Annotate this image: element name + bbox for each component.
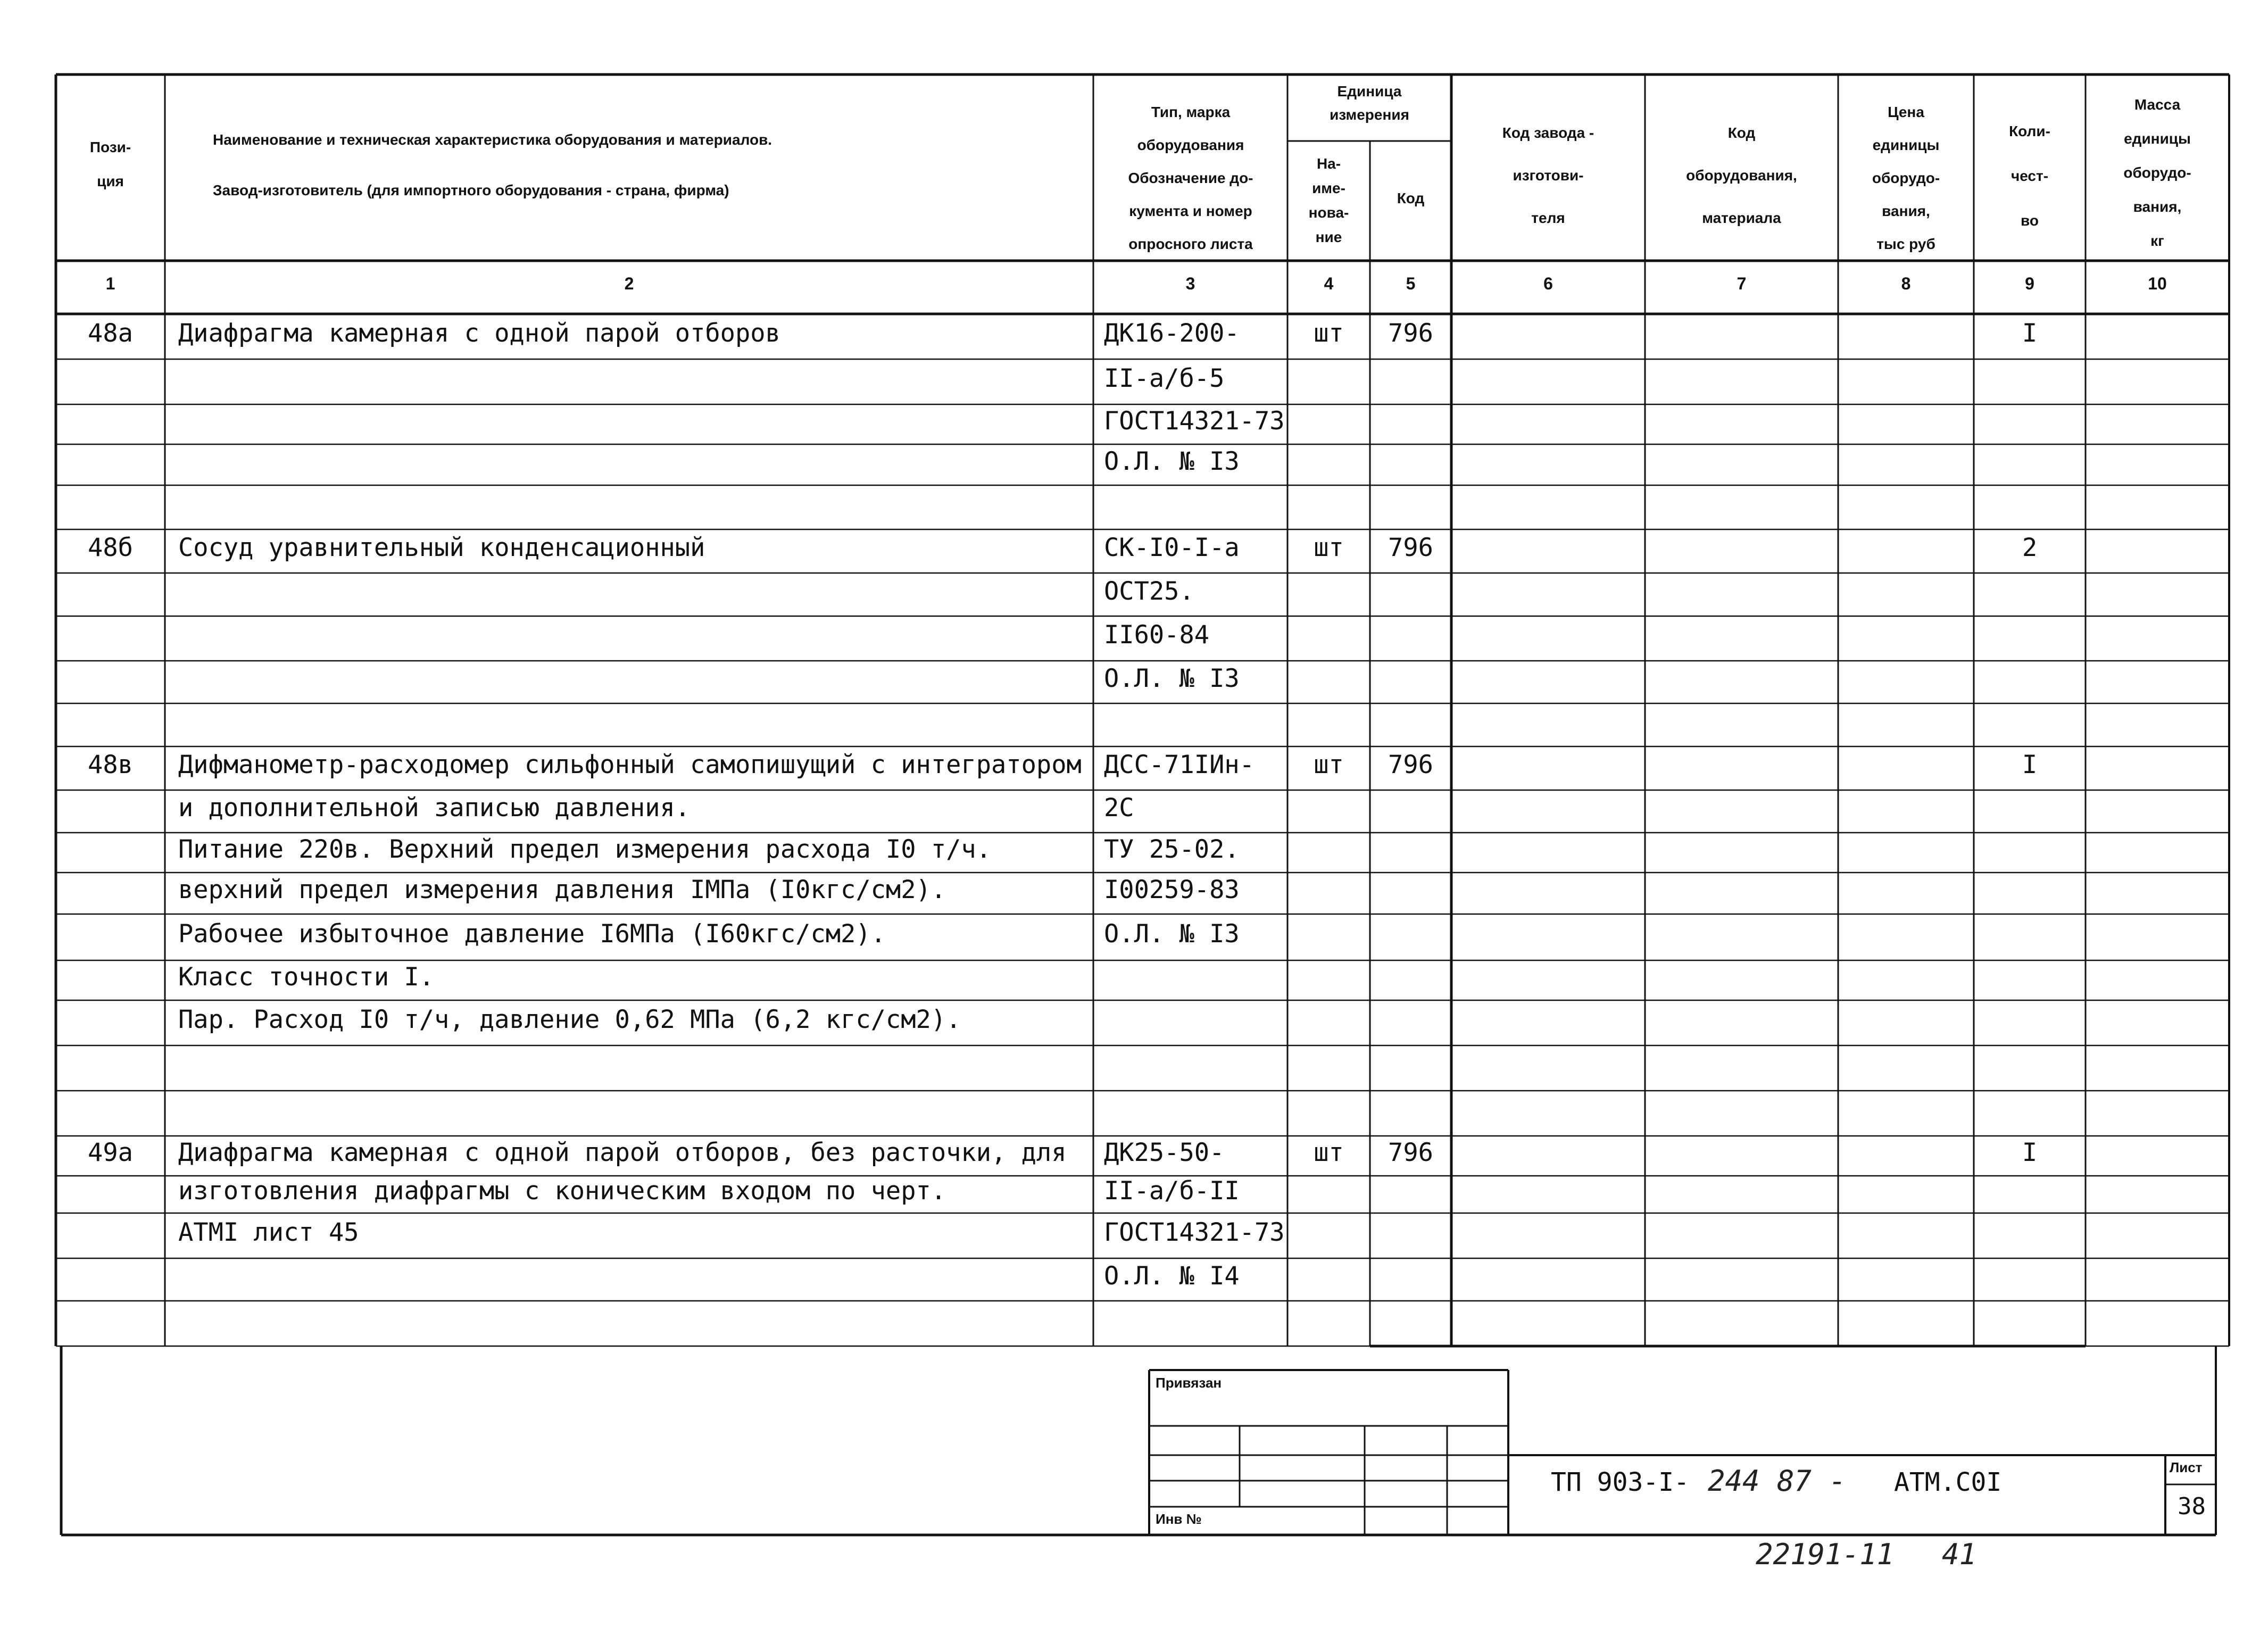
header-mass: единицы — [2124, 130, 2191, 147]
header-equipment-code: Код — [1727, 124, 1756, 141]
header-price: единицы — [1872, 137, 1940, 153]
header-price: оборудо- — [1872, 170, 1940, 186]
column-number: 1 — [105, 274, 115, 293]
stamp-privyazan: Привязан — [1156, 1375, 1222, 1391]
cell-name: Класс точности I. — [178, 962, 435, 992]
column-number: 7 — [1737, 274, 1747, 293]
cell-position: 49а — [88, 1138, 133, 1167]
column-number: 4 — [1324, 274, 1334, 293]
header-factory-code: изготови- — [1513, 167, 1584, 184]
archive-number: 22191-11 — [1756, 1538, 1895, 1571]
doc-prefix: ТП 903-I- — [1551, 1467, 1690, 1497]
cell-name: Рабочее избыточное давление I6МПа (I60кгс/см2). — [178, 919, 886, 949]
header-price: вания, — [1882, 203, 1930, 219]
header-type: Тип, марка — [1151, 104, 1231, 120]
header-quantity: чест- — [2011, 168, 2049, 184]
cell-type: I00259-83 — [1104, 875, 1240, 904]
cell-unit: шт — [1314, 1138, 1344, 1167]
cell-quantity: I — [2022, 318, 2038, 348]
header-unit: Единица — [1337, 83, 1402, 99]
cell-name: верхний предел измерения давления IМПа (I0кгс/см2). — [178, 875, 946, 904]
cell-type: ДСС-71IИн- — [1104, 750, 1255, 779]
header-unit-code: Код — [1397, 190, 1425, 206]
column-number: 3 — [1185, 274, 1195, 293]
header-position: Пози- — [89, 139, 131, 155]
header-quantity: Коли- — [2009, 123, 2050, 139]
cell-position: 48б — [88, 533, 133, 562]
header-type: оборудования — [1137, 137, 1244, 153]
header-equipment-code: материала — [1702, 210, 1781, 226]
page-number-handwritten: 41 — [1942, 1538, 1977, 1571]
cell-type: II60-84 — [1104, 620, 1210, 650]
cell-type: ГОСТ14321-73 — [1104, 406, 1285, 436]
stamp-inv: Инв № — [1156, 1511, 1202, 1527]
header-equipment-code: оборудования, — [1686, 167, 1797, 184]
cell-name: Диафрагма камерная с одной парой отборов — [178, 318, 780, 348]
header-mass: Масса — [2134, 96, 2181, 113]
header-unit-name: име- — [1312, 180, 1345, 196]
header-position: ция — [97, 173, 124, 189]
cell-name: АТМI лист 45 — [178, 1217, 359, 1247]
cell-name: Питание 220в. Верхний предел измерения расхода I0 т/ч. — [178, 834, 992, 864]
header-unit-name: На- — [1316, 155, 1341, 172]
header-mass: вания, — [2133, 198, 2182, 215]
header-mass: кг — [2150, 233, 2164, 249]
cell-type: ОСТ25. — [1104, 576, 1194, 606]
header-price: Цена — [1888, 104, 1924, 120]
cell-type: О.Л. № I3 — [1104, 664, 1240, 693]
header-type: опросного листа — [1128, 236, 1253, 252]
header-quantity: во — [2021, 212, 2039, 229]
cell-type: О.Л. № I4 — [1104, 1261, 1240, 1291]
cell-type: ДК25-50- — [1104, 1138, 1225, 1167]
sheet-number: 38 — [2178, 1493, 2206, 1520]
cell-name: Диафрагма камерная с одной парой отборов, без расточки, для — [178, 1138, 1067, 1167]
cell-type: 2С — [1104, 793, 1134, 823]
header-unit-name: ние — [1315, 229, 1342, 245]
cell-unit-code: 796 — [1388, 533, 1433, 562]
cell-position: 48а — [88, 318, 133, 348]
cell-name: Сосуд уравнительный конденсационный — [178, 533, 705, 562]
doc-code: АТМ.С0I — [1894, 1467, 2002, 1497]
header-type: Обозначение до- — [1128, 170, 1253, 186]
column-number: 10 — [2148, 274, 2167, 293]
cell-type: СК-I0-I-а — [1104, 533, 1240, 562]
sheet-label: Лист — [2170, 1459, 2203, 1475]
header-name: Наименование и техническая характеристика оборудования и материалов. — [213, 131, 772, 148]
cell-unit: шт — [1314, 533, 1344, 562]
header-unit: измерения — [1330, 106, 1409, 123]
header-unit-name: нова- — [1308, 204, 1349, 221]
cell-type: ДК16-200- — [1104, 318, 1240, 348]
cell-name: Пар. Расход I0 т/ч, давление 0,62 МПа (6,2 кгс/см2). — [178, 1005, 961, 1034]
cell-unit: шт — [1314, 750, 1344, 779]
column-number: 8 — [1901, 274, 1911, 293]
header-mass: оборудо- — [2123, 164, 2191, 181]
cell-unit-code: 796 — [1388, 750, 1433, 779]
cell-name: Дифманометр-расходомер сильфонный самопишущий с интегратором — [178, 750, 1082, 779]
header-price: тыс руб — [1876, 236, 1935, 252]
header-type: кумента и номер — [1129, 203, 1252, 219]
header-factory-code: Код завода - — [1502, 124, 1594, 141]
cell-type: ТУ 25-02. — [1104, 834, 1240, 864]
cell-type: II-а/б-II — [1104, 1176, 1240, 1206]
cell-name: изготовления диафрагмы с коническим входом по черт. — [178, 1176, 946, 1206]
cell-type: II-а/б-5 — [1104, 363, 1225, 393]
cell-type: О.Л. № I3 — [1104, 446, 1240, 476]
cell-quantity: I — [2022, 1138, 2038, 1167]
cell-unit-code: 796 — [1388, 1138, 1433, 1167]
cell-unit-code: 796 — [1388, 318, 1433, 348]
column-number: 2 — [624, 274, 634, 293]
cell-name: и дополнительной записью давления. — [178, 793, 691, 823]
header-name: Завод-изготовитель (для импортного оборудования - страна, фирма) — [213, 182, 729, 198]
cell-quantity: 2 — [2022, 533, 2038, 562]
cell-position: 48в — [88, 750, 133, 779]
header-factory-code: теля — [1531, 210, 1565, 226]
cell-quantity: I — [2022, 750, 2038, 779]
cell-type: ГОСТ14321-73 — [1104, 1217, 1285, 1247]
column-number: 5 — [1406, 274, 1416, 293]
doc-number-handwritten: 244 87 - — [1708, 1464, 1847, 1498]
column-number: 6 — [1543, 274, 1553, 293]
cell-type: О.Л. № I3 — [1104, 919, 1240, 949]
column-number: 9 — [2025, 274, 2034, 293]
cell-unit: шт — [1314, 318, 1344, 348]
